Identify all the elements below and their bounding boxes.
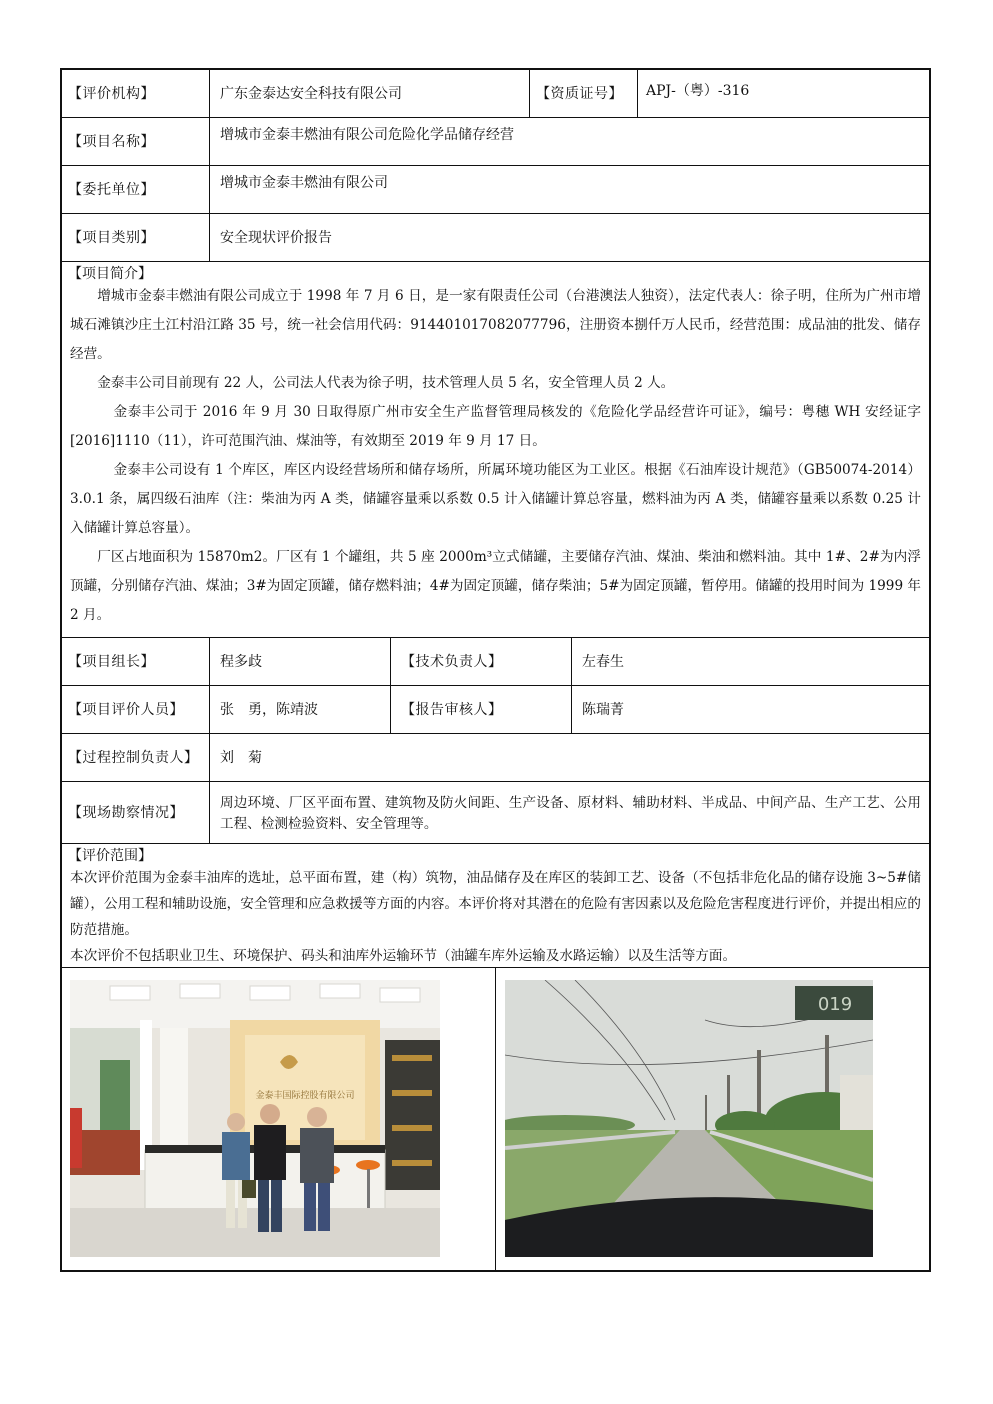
lobby-sign-text: 金泰丰国际控股有限公司 xyxy=(255,1091,355,1101)
row-team-leader xyxy=(62,638,929,686)
project-label: 【项目名称】 xyxy=(68,133,155,150)
survey-label: 【现场勘察情况】 xyxy=(68,804,184,821)
intro-paragraph: 金泰丰公司目前现有 22 人，公司法人代表为徐子明，技术管理人员 5 名，安全管理人员 2 人。 xyxy=(97,375,675,391)
evaluators-value: 张 勇，陈靖波 xyxy=(209,686,390,733)
reviewer-label: 【报告审核人】 xyxy=(390,686,571,733)
intro-paragraph: 金泰丰公司于 2016 年 9 月 30 日取得原广州市安全生产监督管理局核发的《危险化学品经营许可证》，编号：粤穗 WH 安经证字[2016]1110（11），许可范围汽油、煤油等，有效期至 2019 年 9 月 17 日。 xyxy=(70,404,921,449)
intro-body xyxy=(70,282,921,630)
scope-title: 【评价范围】 xyxy=(68,848,152,864)
row-site-survey xyxy=(62,782,929,844)
tech-value: 左春生 xyxy=(571,638,929,685)
process-label: 【过程控制负责人】 xyxy=(68,749,199,766)
reviewer-value: 陈瑞菁 xyxy=(571,686,929,733)
process-value: 刘 菊 xyxy=(209,734,929,781)
row-project-name xyxy=(62,118,929,166)
section-project-intro xyxy=(62,262,929,638)
intro-paragraph: 增城市金泰丰燃油有限公司成立于 1998 年 7 月 6 日，是一家有限责任公司（台港澳法人独资），法定代表人：徐子明，住所为广州市增城石滩镇沙庄土江村沿江路 35 号，统一社会信用代码：914401017082077796，注册资本捌仟万人民币，经营范围：成品油的批发、储存经营。 xyxy=(70,288,921,362)
scope-paragraph: 本次评价不包括职业卫生、环境保护、码头和油库外运输环节（油罐车库外运输及水路运输）以及生活等方面。 xyxy=(70,948,737,964)
cert-label: 【资质证号】 xyxy=(529,70,637,117)
section-evaluation-scope xyxy=(62,844,929,968)
type-label: 【项目类别】 xyxy=(68,229,155,246)
org-value: 广东金泰达安全科技有限公司 xyxy=(209,70,529,117)
org-label: 【评价机构】 xyxy=(68,85,155,102)
leader-label: 【项目组长】 xyxy=(68,653,155,670)
evaluation-info-sheet xyxy=(60,68,931,1272)
row-evaluators xyxy=(62,686,929,734)
plate-number-text: 019 xyxy=(817,994,853,1015)
row-client xyxy=(62,166,929,214)
tech-label: 【技术负责人】 xyxy=(390,638,571,685)
intro-title: 【项目简介】 xyxy=(68,266,152,282)
type-value: 安全现状评价报告 xyxy=(209,214,929,261)
scope-paragraph: 本次评价范围为金泰丰油库的选址，总平面布置，建（构）筑物，油品储存及在库区的装卸工艺、设备（不包括非危化品的储存设施 3~5#储罐），公用工程和辅助设施，安全管理和应急救援等方面的内容。本评价将对其潜在的危险有害因素以及危险危害程度进行评价，并提出相应的防范措施。 xyxy=(70,870,921,938)
leader-value: 程多歧 xyxy=(209,638,390,685)
evaluators-label: 【项目评价人员】 xyxy=(68,701,184,718)
survey-value: 周边环境、厂区平面布置、建筑物及防火间距、生产设备、原材料、辅助材料、半成品、中间产品、生产工艺、公用工程、检测检验资料、安全管理等。 xyxy=(209,782,929,843)
intro-paragraph: 金泰丰公司设有 1 个库区，库区内设经营场所和储存场所，所属环境功能区为工业区。根据《石油库设计规范》（GB50074-2014）3.0.1 条，属四级石油库（注：柴油为丙 A 类，储罐容量乘以系数 0.5 计入储罐计算总容量，燃料油为丙 A 类，储罐容量乘以系数 0.25 计入储罐计算总容量）。 xyxy=(70,462,921,536)
cert-value: APJ-（粤）-316 xyxy=(637,70,929,117)
scope-body xyxy=(70,865,921,969)
photo-divider xyxy=(495,968,496,1270)
row-project-type xyxy=(62,214,929,262)
client-label: 【委托单位】 xyxy=(68,181,155,198)
project-value: 增城市金泰丰燃油有限公司危险化学品储存经营 xyxy=(209,118,929,165)
row-photos xyxy=(62,968,929,1270)
intro-paragraph: 厂区占地面积为 15870m2。厂区有 1 个罐组，共 5 座 2000m³立式储罐，主要储存汽油、煤油、柴油和燃料油。其中 1#、2#为内浮顶罐，分别储存汽油、煤油；3#为固定顶罐，储存燃料油；4#为固定顶罐，储存柴油；5#为固定顶罐，暂停用。储罐的投用时间为 1999 年 2 月。 xyxy=(70,549,922,623)
row-organization xyxy=(62,70,929,118)
office-lobby-photo xyxy=(70,980,440,1257)
client-value: 增城市金泰丰燃油有限公司 xyxy=(209,166,929,213)
row-process-control xyxy=(62,734,929,782)
road-view-photo xyxy=(505,980,873,1257)
